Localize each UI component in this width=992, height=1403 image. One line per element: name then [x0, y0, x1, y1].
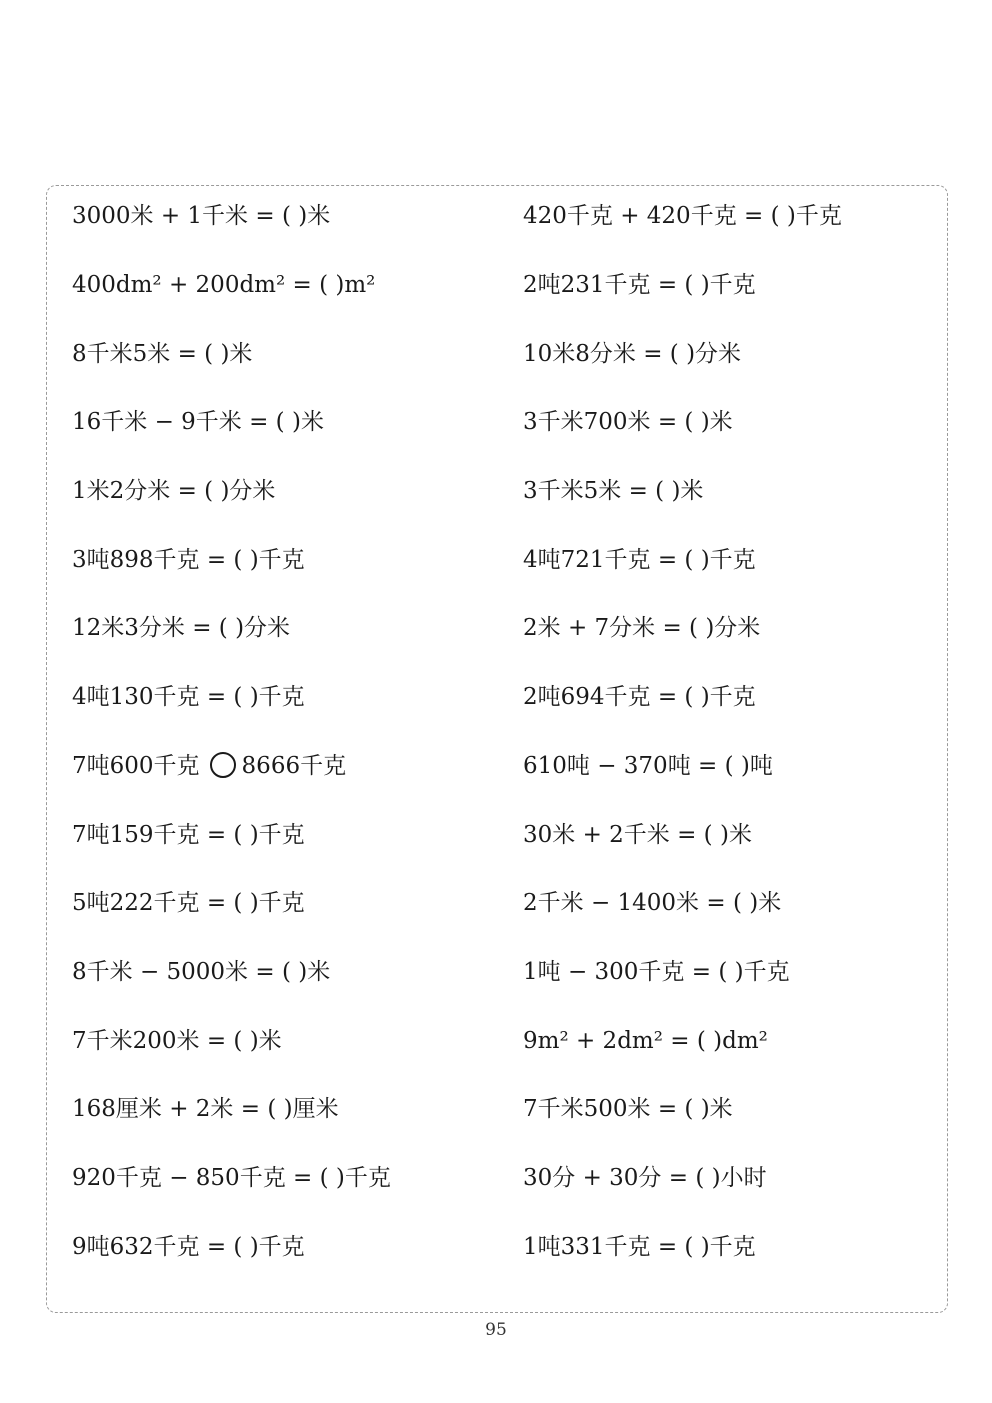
- exercise-left-16: 9吨632千克 = ( )千克: [72, 1234, 305, 1260]
- exercise-right-13: 9m² + 2dm² = ( )dm²: [523, 1028, 768, 1054]
- exercise-left-9-compare: [72, 749, 346, 783]
- exercise-left-5: 1米2分米 = ( )分米: [72, 478, 276, 504]
- exercise-right-5: 3千米5米 = ( )米: [523, 478, 704, 504]
- exercise-right-12: 1吨 − 300千克 = ( )千克: [523, 959, 790, 985]
- compare-circle-blank[interactable]: [210, 752, 236, 778]
- exercise-right-7: 2米 + 7分米 = ( )分米: [523, 615, 761, 641]
- exercise-left-4: 16千米 − 9千米 = ( )米: [72, 409, 324, 435]
- exercise-left-10: 7吨159千克 = ( )千克: [72, 822, 305, 848]
- exercise-right-9: 610吨 − 370吨 = ( )吨: [523, 753, 773, 779]
- exercise-right-4: 3千米700米 = ( )米: [523, 409, 733, 435]
- exercise-left-14: 168厘米 + 2米 = ( )厘米: [72, 1096, 339, 1122]
- exercise-right-3: 10米8分米 = ( )分米: [523, 341, 742, 367]
- compare-left-value: 7吨600千克: [72, 753, 200, 779]
- exercise-left-3: 8千米5米 = ( )米: [72, 341, 253, 367]
- exercise-right-15: 30分 + 30分 = ( )小时: [523, 1165, 767, 1191]
- exercise-left-13: 7千米200米 = ( )米: [72, 1028, 282, 1054]
- exercise-right-14: 7千米500米 = ( )米: [523, 1096, 733, 1122]
- exercise-left-15: 920千克 − 850千克 = ( )千克: [72, 1165, 391, 1191]
- exercise-right-10: 30米 + 2千米 = ( )米: [523, 822, 752, 848]
- exercise-right-8: 2吨694千克 = ( )千克: [523, 684, 756, 710]
- exercise-left-8: 4吨130千克 = ( )千克: [72, 684, 305, 710]
- exercise-right-16: 1吨331千克 = ( )千克: [523, 1234, 756, 1260]
- exercise-left-2: 400dm² + 200dm² = ( )m²: [72, 272, 376, 298]
- exercise-right-1: 420千克 + 420千克 = ( )千克: [523, 203, 842, 229]
- page-number: 95: [485, 1320, 507, 1340]
- exercise-left-7: 12米3分米 = ( )分米: [72, 615, 291, 641]
- exercise-panel: [46, 185, 948, 1313]
- exercise-left-1: 3000米 + 1千米 = ( )米: [72, 203, 331, 229]
- exercise-left-12: 8千米 − 5000米 = ( )米: [72, 959, 331, 985]
- exercise-right-6: 4吨721千克 = ( )千克: [523, 547, 756, 573]
- exercise-left-6: 3吨898千克 = ( )千克: [72, 547, 305, 573]
- exercise-left-11: 5吨222千克 = ( )千克: [72, 890, 305, 916]
- exercise-right-2: 2吨231千克 = ( )千克: [523, 272, 756, 298]
- compare-right-value: 8666千克: [241, 753, 347, 779]
- exercise-right-11: 2千米 − 1400米 = ( )米: [523, 890, 782, 916]
